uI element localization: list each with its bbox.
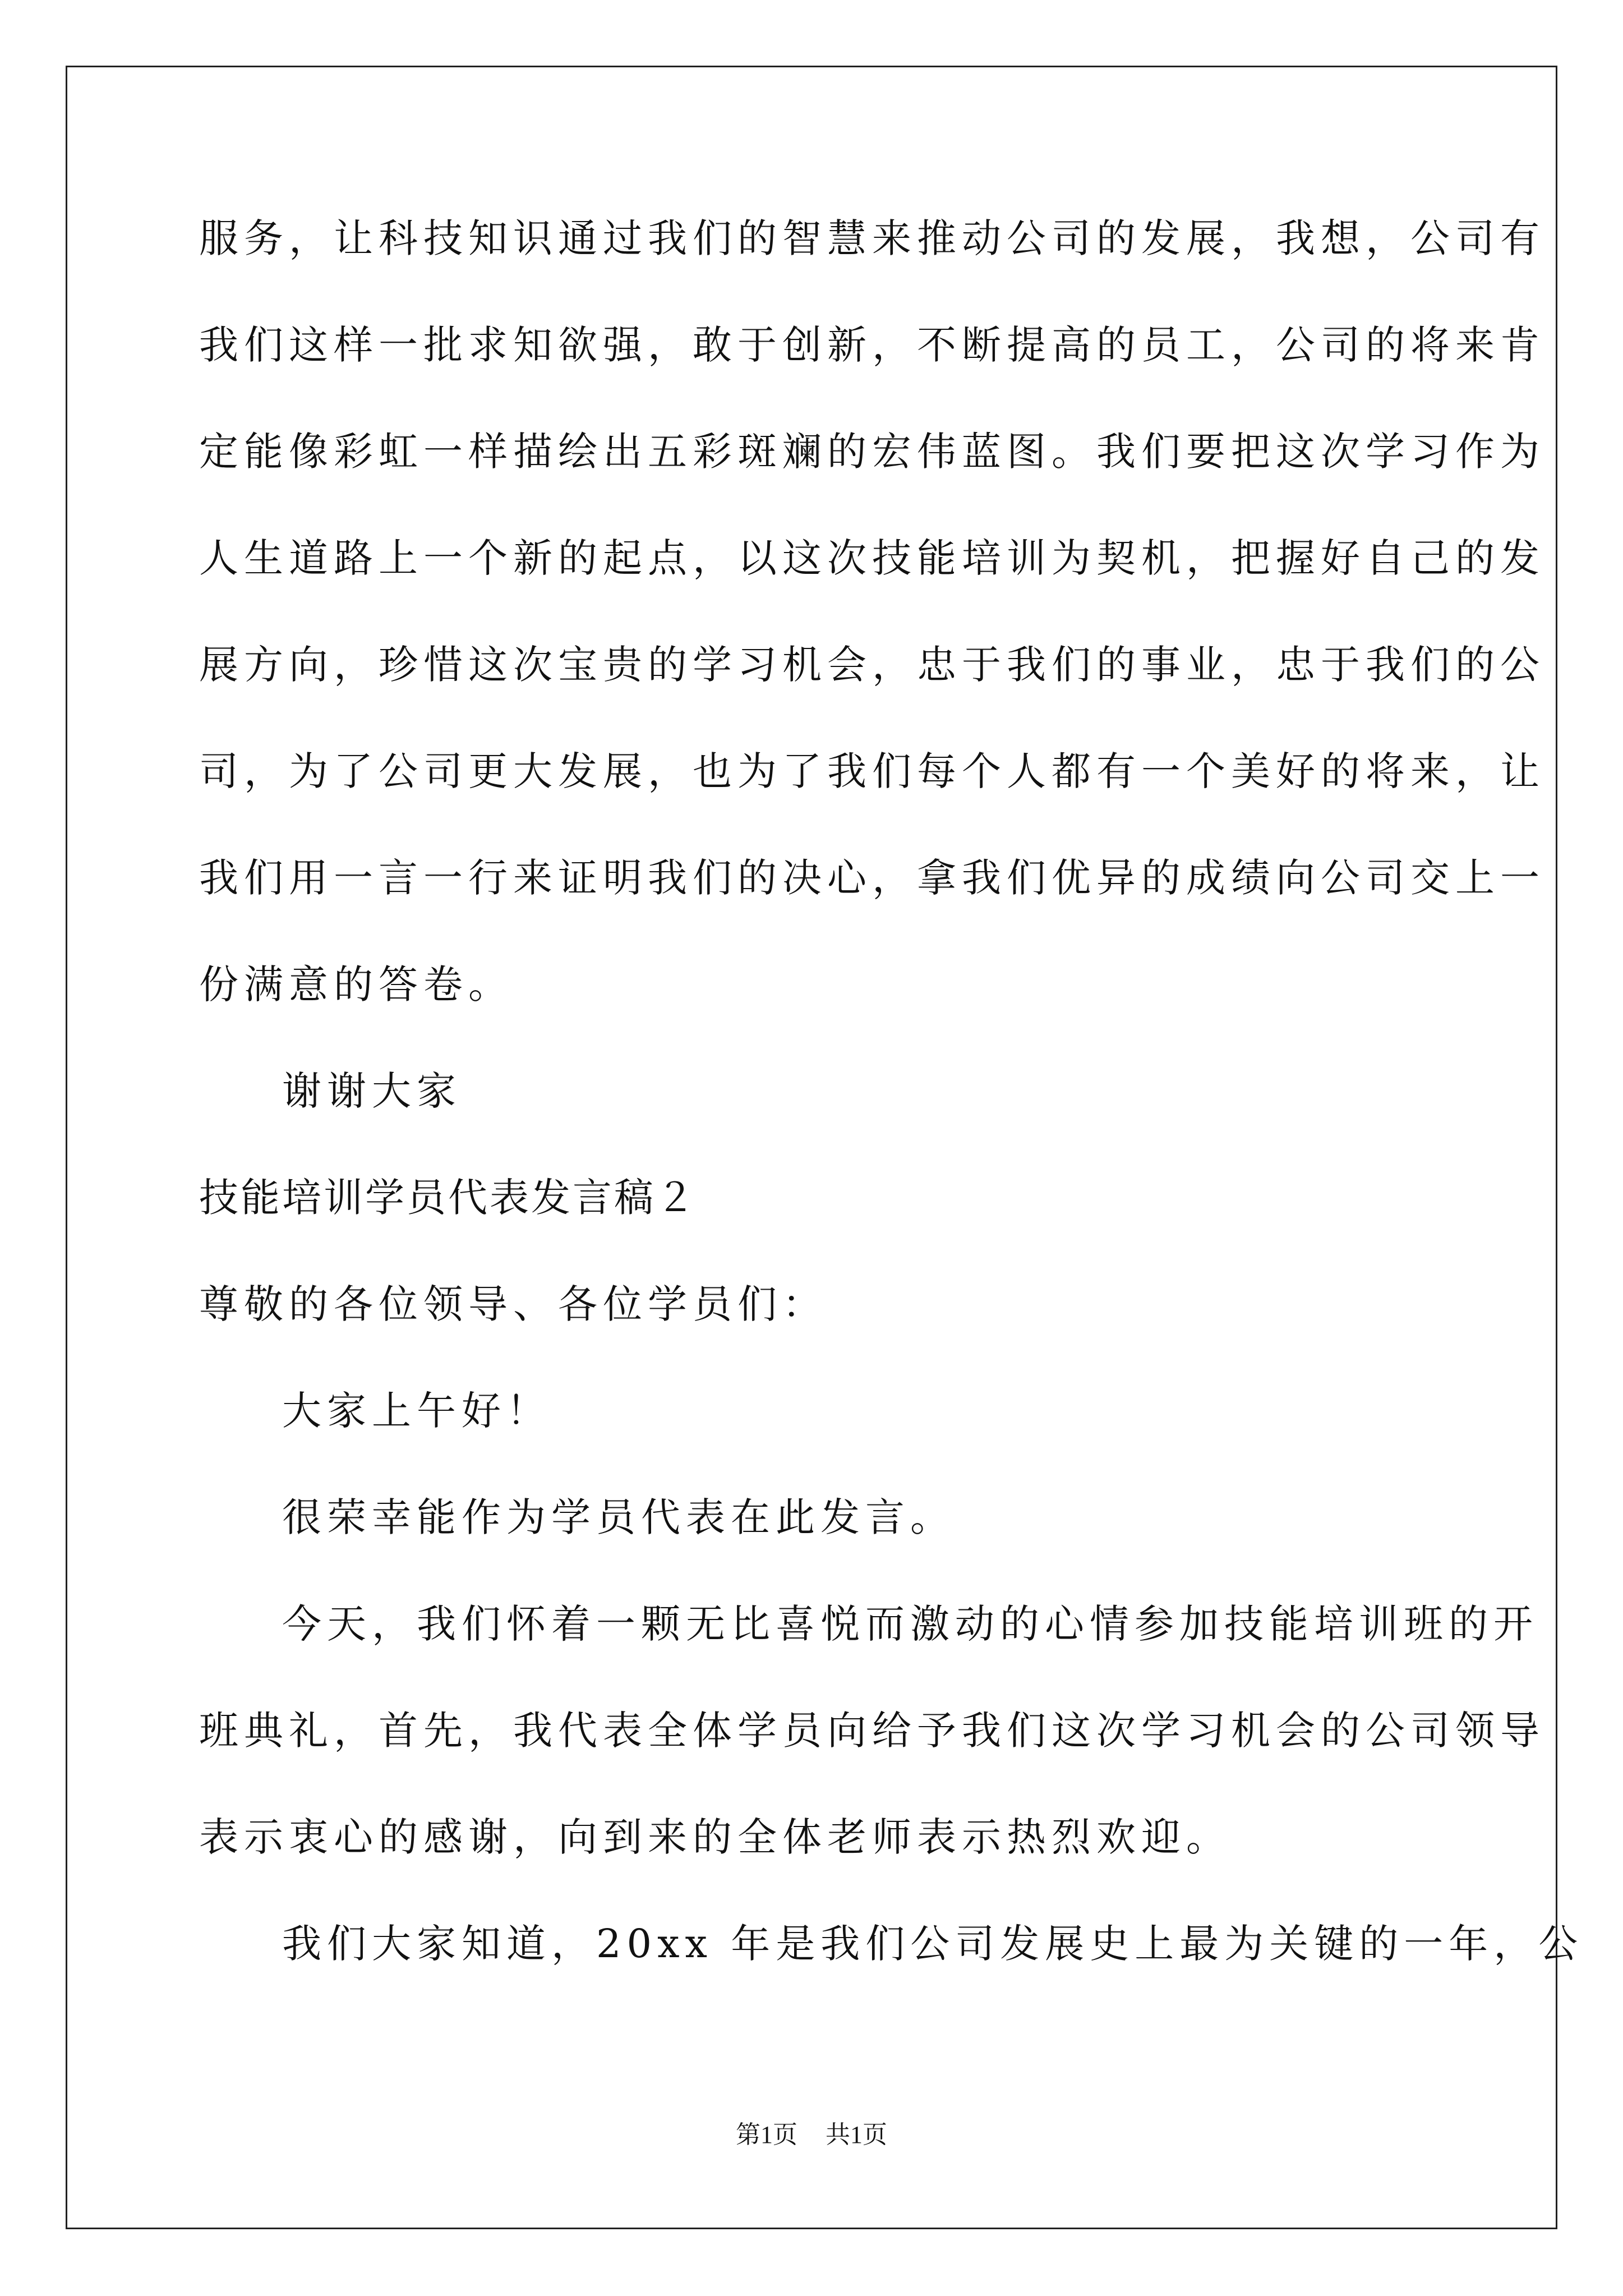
page-footer bbox=[0, 2118, 1623, 2152]
section-title: 技能培训学员代表发言稿２ bbox=[199, 1175, 697, 1221]
paragraph-line: 人生道路上一个新的起点，以这次技能培训为契机，把握好自己的发 bbox=[199, 535, 1545, 581]
page-number: 第1页 bbox=[736, 2121, 797, 2148]
paragraph-line: 我们这样一批求知欲强，敢于创新，不断提高的员工，公司的将来肯 bbox=[199, 322, 1545, 368]
document-body bbox=[199, 185, 1584, 1997]
paragraph-line: 服务，让科技知识通过我们的智慧来推动公司的发展，我想，公司有 bbox=[199, 215, 1545, 261]
paragraph-line: 我们大家知道，20xx 年是我们公司发展史上最为关键的一年，公 bbox=[282, 1921, 1584, 1967]
paragraph-line: 份满意的答卷。 bbox=[199, 961, 513, 1007]
paragraph-line: 我们用一言一行来证明我们的决心，拿我们优异的成绩向公司交上一 bbox=[199, 855, 1545, 901]
greeting: 大家上午好！ bbox=[282, 1388, 551, 1434]
closing-thanks: 谢谢大家 bbox=[282, 1068, 462, 1114]
paragraph-line: 展方向，珍惜这次宝贵的学习机会，忠于我们的事业，忠于我们的公 bbox=[199, 642, 1545, 688]
paragraph-line: 定能像彩虹一样描绘出五彩斑斓的宏伟蓝图。我们要把这次学习作为 bbox=[199, 429, 1545, 475]
paragraph-line: 表示衷心的感谢，向到来的全体老师表示热烈欢迎。 bbox=[199, 1814, 1231, 1860]
paragraph-line: 今天，我们怀着一颗无比喜悦而激动的心情参加技能培训班的开 bbox=[282, 1601, 1538, 1647]
salutation: 尊敬的各位领导、各位学员们： bbox=[199, 1281, 827, 1327]
page-total: 共1页 bbox=[826, 2121, 887, 2148]
paragraph-line: 班典礼，首先，我代表全体学员向给予我们这次学习机会的公司领导 bbox=[199, 1708, 1545, 1754]
paragraph-line: 很荣幸能作为学员代表在此发言。 bbox=[282, 1494, 955, 1540]
paragraph-line: 司，为了公司更大发展，也为了我们每个人都有一个美好的将来，让 bbox=[199, 748, 1545, 794]
